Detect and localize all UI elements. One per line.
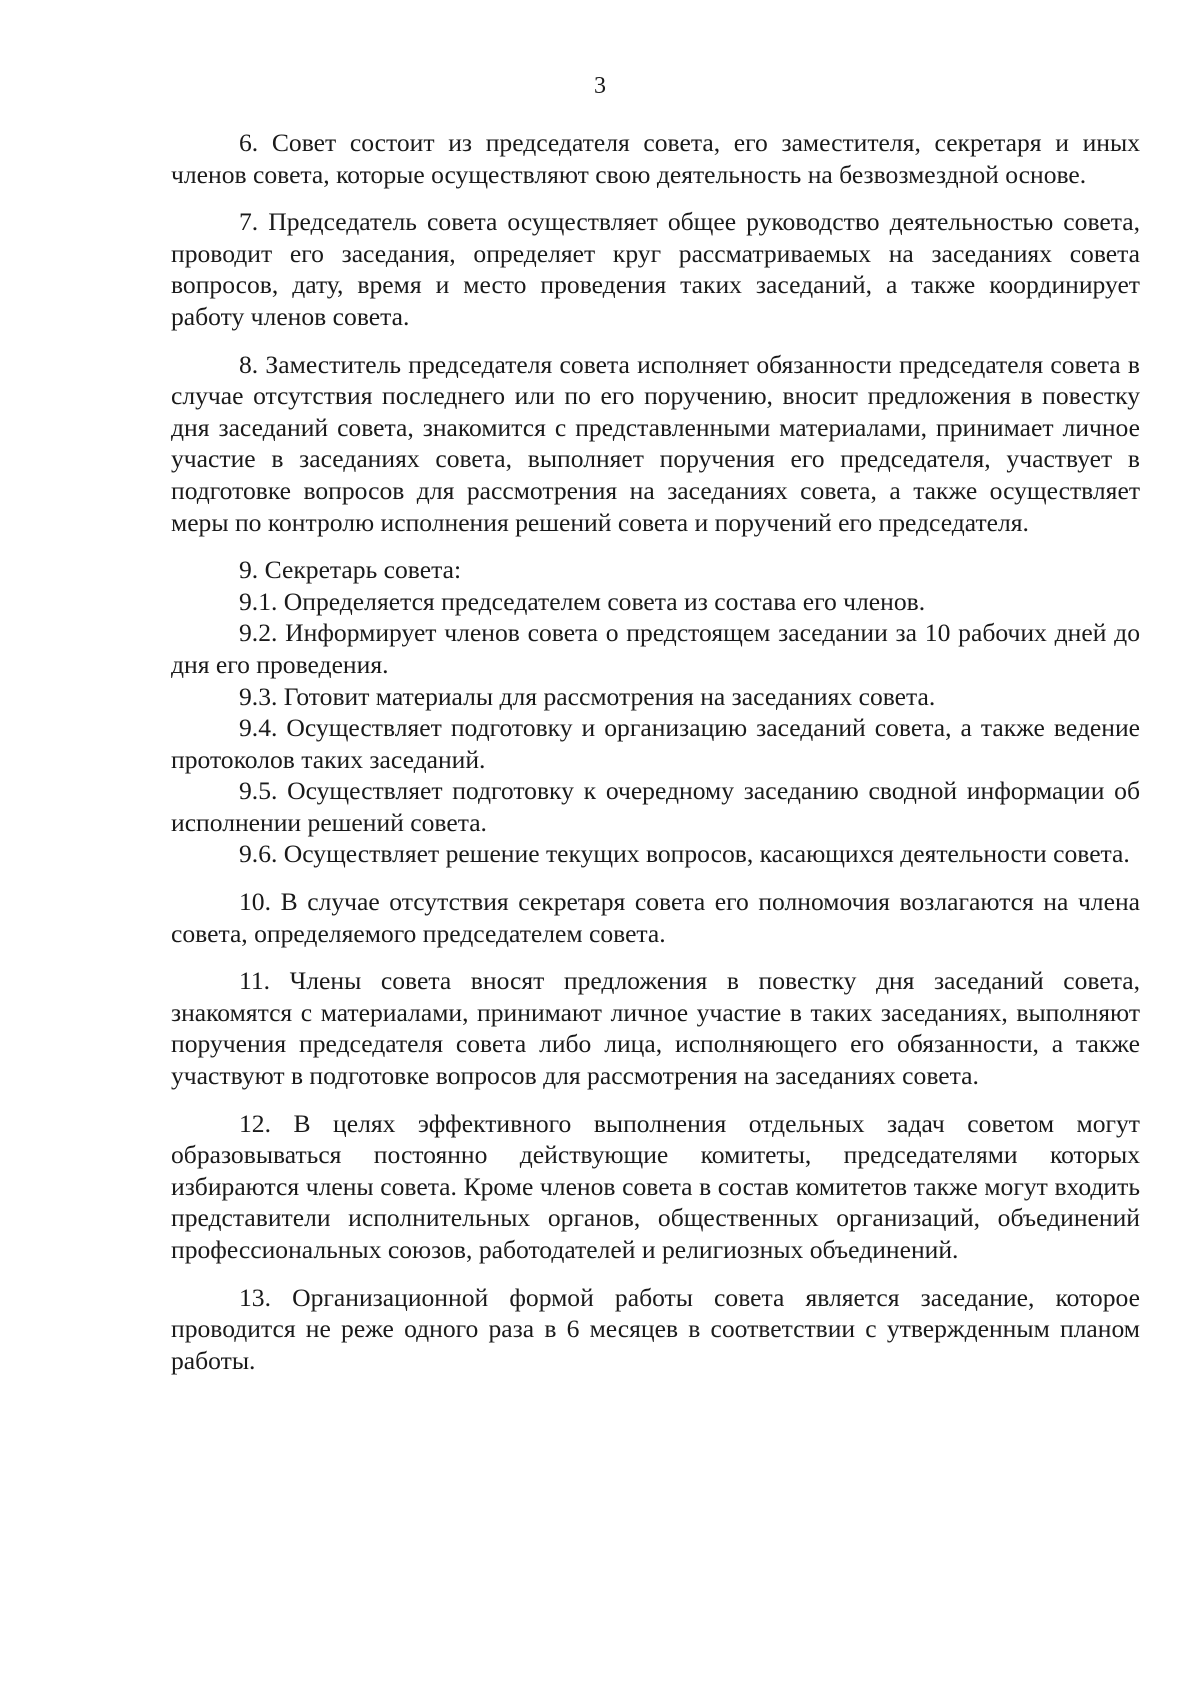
paragraph-11: 11. Члены совета вносят предложения в повестку дня заседаний совета, знакомятся с материалами, принимают личное участие в таких заседаниях, выполняют поручения председателя совета либо лица, исполняющего его обязанности, а также участвуют в подготовке вопросов для рассмотрения на заседаниях совета. <box>171 966 1140 1091</box>
document-body <box>171 127 1140 1376</box>
paragraph-10: 10. В случае отсутствия секретаря совета его полномочия возлагаются на члена совета, определяемого председателем совета. <box>171 887 1140 948</box>
paragraph-9-2: 9.2. Информирует членов совета о предстоящем заседании за 10 рабочих дней до дня его проведения. <box>171 618 1140 679</box>
paragraph-8: 8. Заместитель председателя совета исполняет обязанности председателя совета в случае отсутствия последнего или по его поручению, вносит предложения в повестку дня заседаний совета, знакомится с представленными материалами, принимает личное участие в заседаниях совета, выполняет поручения его председателя, участвует в подготовке вопросов для рассмотрения на заседаниях совета, а также осуществляет меры по контролю исполнения решений совета и поручений его председателя. <box>171 349 1140 537</box>
paragraph-6: 6. Совет состоит из председателя совета, его заместителя, секретаря и иных членов совета, которые осуществляют свою деятельность на безвозмездной основе. <box>171 128 1140 189</box>
paragraph-7: 7. Председатель совета осуществляет общее руководство деятельностью совета, проводит его заседания, определяет круг рассматриваемых на заседаниях совета вопросов, дату, время и место проведения таких заседаний, а также координирует работу членов совета. <box>171 207 1140 331</box>
paragraph-9-5: 9.5. Осуществляет подготовку к очередному заседанию сводной информации об исполнении решений совета. <box>171 776 1140 837</box>
paragraph-13: 13. Организационной формой работы совета является заседание, которое проводится не реже одного раза в 6 месяцев в соответствии с утвержденным планом работы. <box>171 1282 1140 1375</box>
page-number: 3 <box>594 73 606 99</box>
paragraph-9-3: 9.3. Готовит материалы для рассмотрения на заседаниях совета. <box>239 681 936 711</box>
paragraph-12: 12. В целях эффективного выполнения отдельных задач советом могут образовываться постоянно действующие комитеты, председателями которых избираются члены совета. Кроме членов совета в состав комитетов также могут входить представители исполнительных органов, общественных организаций, объединений профессиональных союзов, работодателей и религиозных объединений. <box>171 1108 1140 1264</box>
paragraph-9-4: 9.4. Осуществляет подготовку и организацию заседаний совета, а также ведение протоколов таких заседаний. <box>171 713 1140 774</box>
paragraph-9-1: 9.1. Определяется председателем совета из состава его членов. <box>239 586 926 616</box>
paragraph-9: 9. Секретарь совета: <box>239 555 462 585</box>
paragraph-9-6: 9.6. Осуществляет решение текущих вопросов, касающихся деятельности совета. <box>239 839 1130 869</box>
